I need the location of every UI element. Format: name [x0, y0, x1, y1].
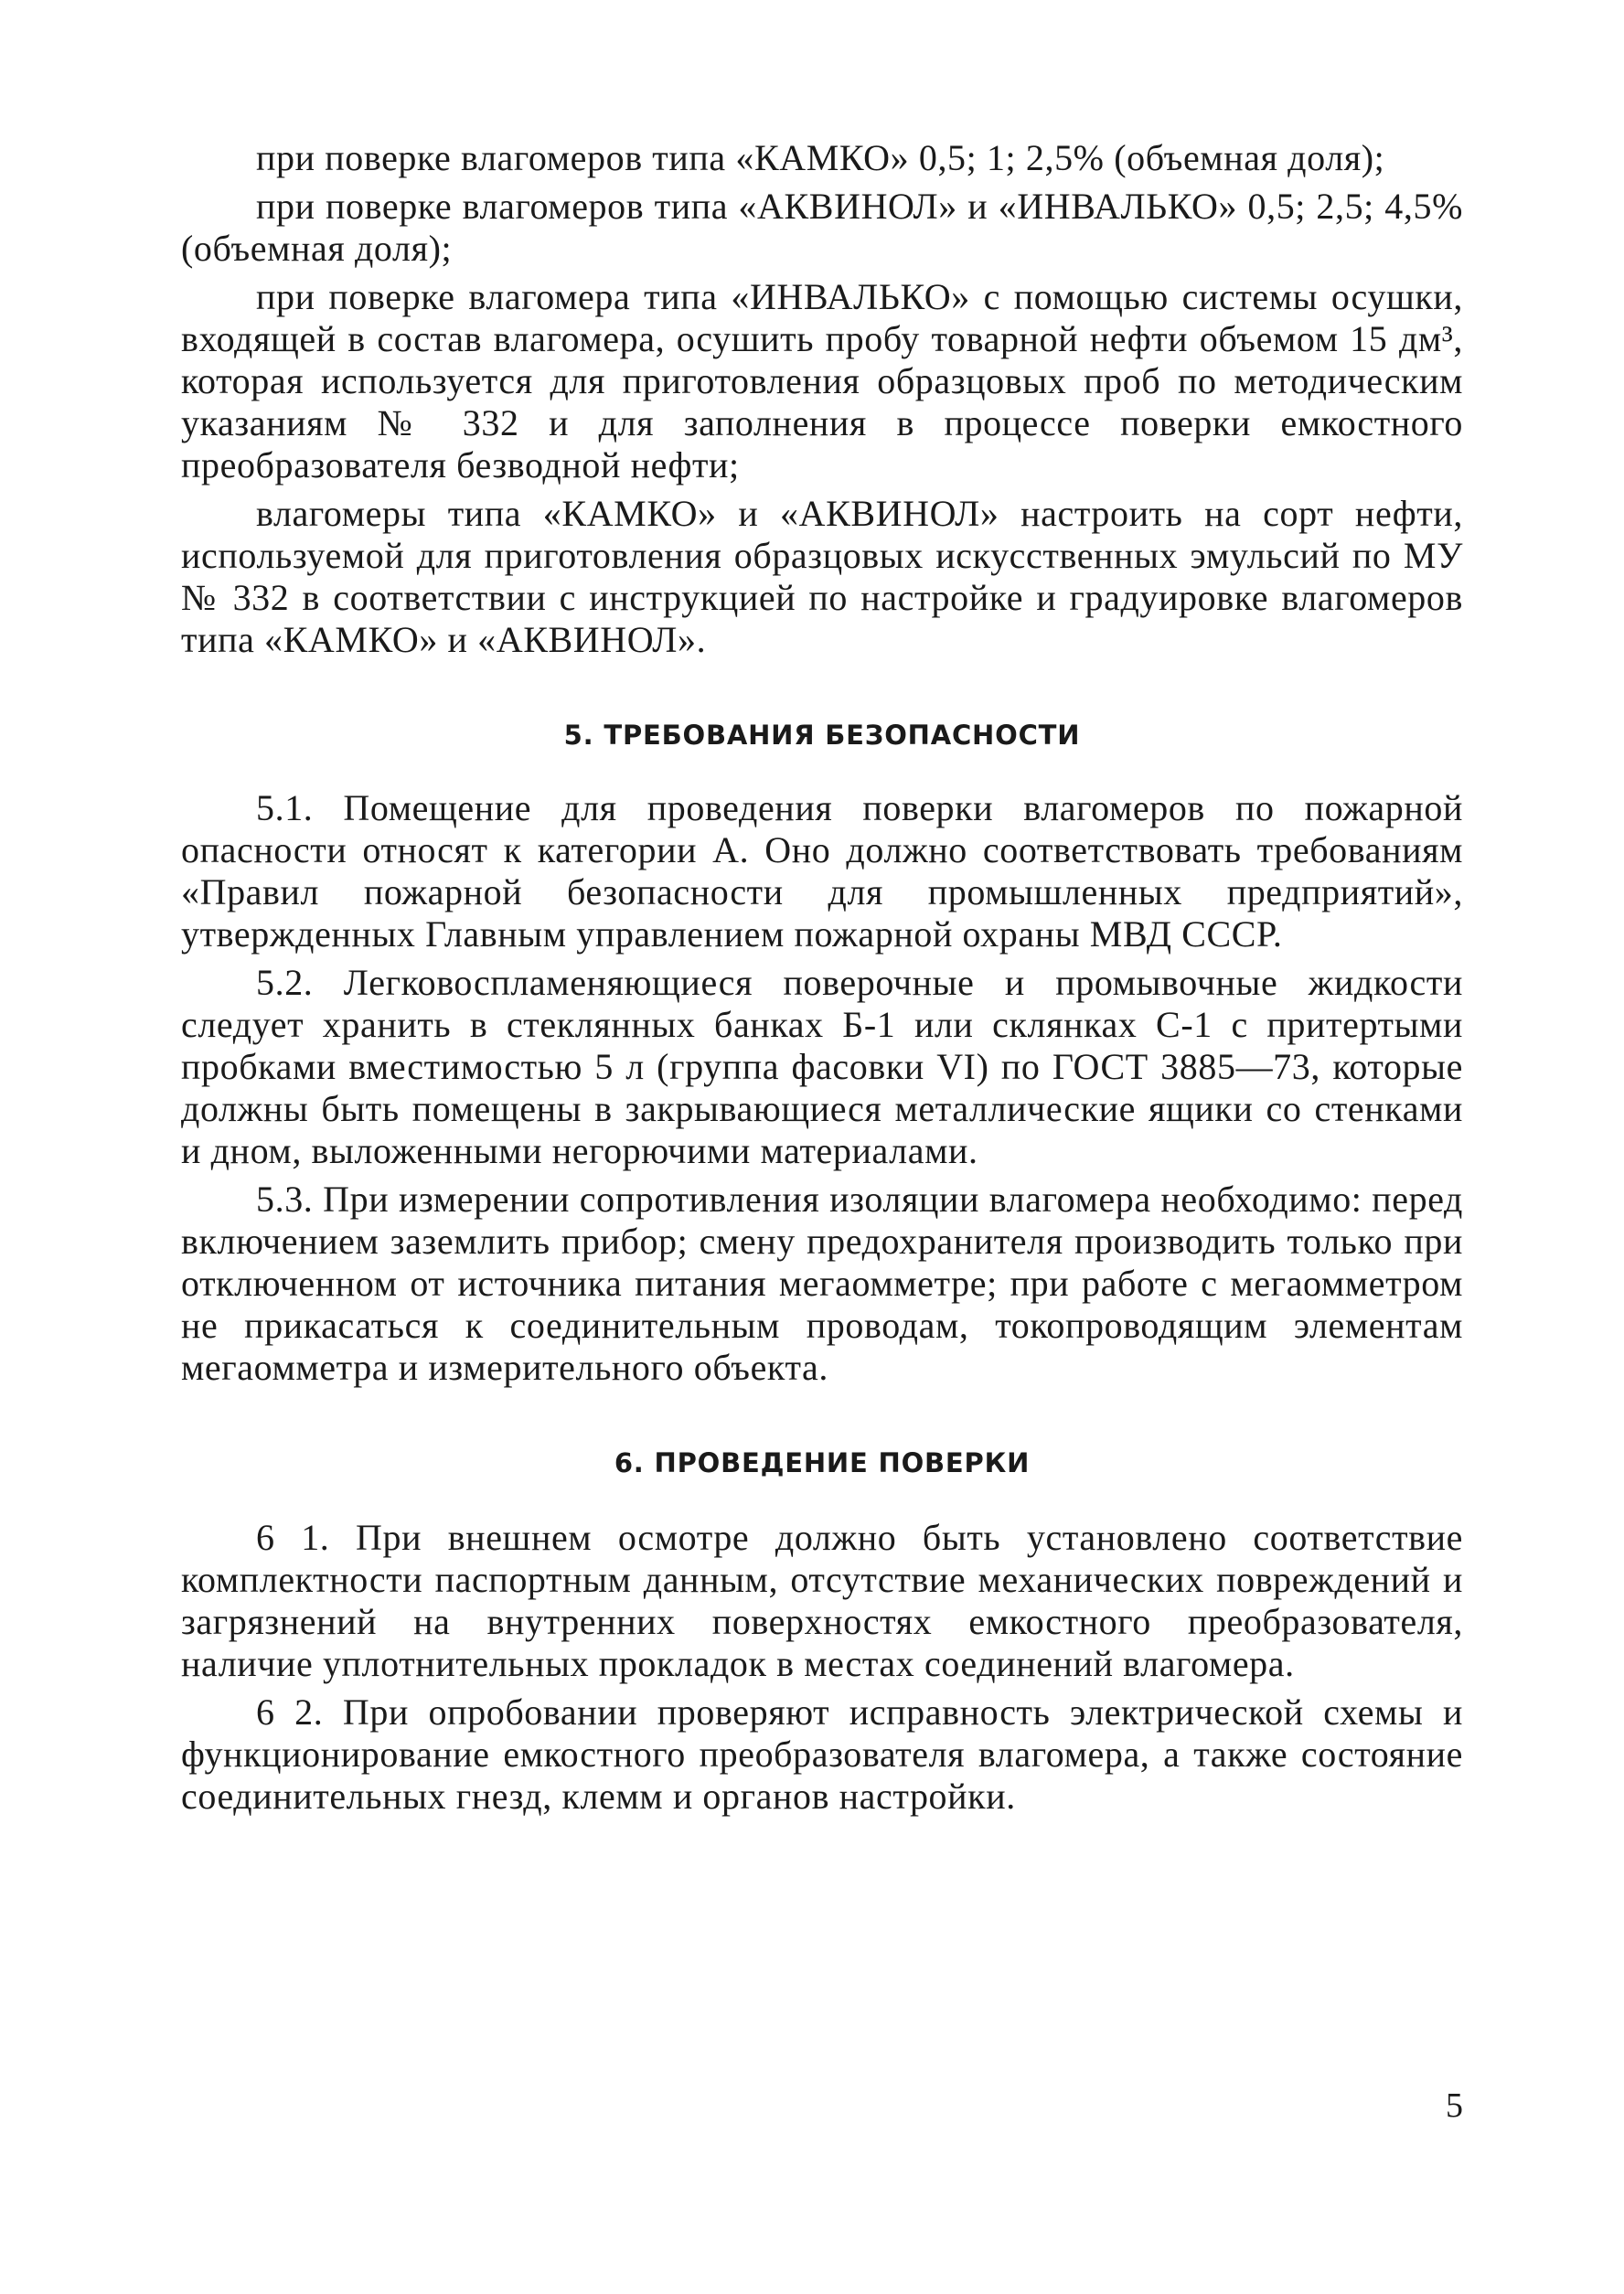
page-number: 5	[1446, 2086, 1463, 2125]
intro-item-akvinol-invalko: при поверке влагомеров типа «АКВИНОЛ» и «ИНВАЛЬКО» 0,5; 2,5; 4,5% (объемная доля);	[181, 186, 1463, 269]
page-content	[181, 137, 1463, 1824]
paragraph-5-3: 5.3. При измерении сопротивления изоляции влагомера необходимо: перед включением заземлить прибор; смену предохранителя производить только при отключенном от источника питания мегаомметре; при работе с мегаомметром не прикасаться к соединительным проводам, токопроводящим элементам мегаомметра и измерительного объекта.	[181, 1179, 1463, 1388]
paragraph-6-2: 6 2. При опробовании проверяют исправность электрической схемы и функционирование емкостного преобразователя влагомера, а также состояние соединительных гнезд, клемм и органов настройки.	[181, 1691, 1463, 1817]
section-6-heading: 6. ПРОВЕДЕНИЕ ПОВЕРКИ	[614, 1447, 1031, 1478]
section-5-heading: 5. ТРЕБОВАНИЯ БЕЗОПАСНОСТИ	[563, 720, 1081, 751]
paragraph-5-1: 5.1. Помещение для проведения поверки влагомеров по пожарной опасности относят к категории А. Оно должно соответствовать требованиям «Правил пожарной безопасности для промышленных предприятий», утвержденных Главным управлением пожарной охраны МВД СССР.	[181, 787, 1463, 955]
paragraph-6-1: 6 1. При внешнем осмотре должно быть установлено соответствие комплектности паспортным данным, отсутствие механических повреждений и загрязнений на внутренних поверхностях емкостного преобразователя, наличие уплотнительных прокладок в местах соединений влагомера.	[181, 1517, 1463, 1684]
intro-item-kamko: при поверке влагомеров типа «КАМКО» 0,5; 1; 2,5% (объемная доля);	[256, 137, 1385, 178]
intro-item-invalko-drying: при поверке влагомера типа «ИНВАЛЬКО» с помощью системы осушки, входящей в состав влагомера, осушить пробу товарной нефти объемом 15 дм³, которая используется для приготовления образцовых проб по методическим указаниям № 332 и для заполнения в процессе поверки емкостного преобразователя безводной нефти;	[181, 276, 1463, 485]
intro-item-kamko-akvinol-setup: влагомеры типа «КАМКО» и «АКВИНОЛ» настроить на сорт нефти, используемой для приготовления образцовых искусственных эмульсий по МУ № 332 в соответствии с инструкцией по настройке и градуировке влагомеров типа «КАМКО» и «АКВИНОЛ».	[181, 493, 1463, 660]
paragraph-5-2: 5.2. Легковоспламеняющиеся поверочные и промывочные жидкости следует хранить в стеклянных банках Б-1 или склянках С-1 с притертыми пробками вместимостью 5 л (группа фасовки VI) по ГОСТ 3885—73, которые должны быть помещены в закрывающиеся металлические ящики со стенками и дном, выложенными негорючими материалами.	[181, 962, 1463, 1171]
